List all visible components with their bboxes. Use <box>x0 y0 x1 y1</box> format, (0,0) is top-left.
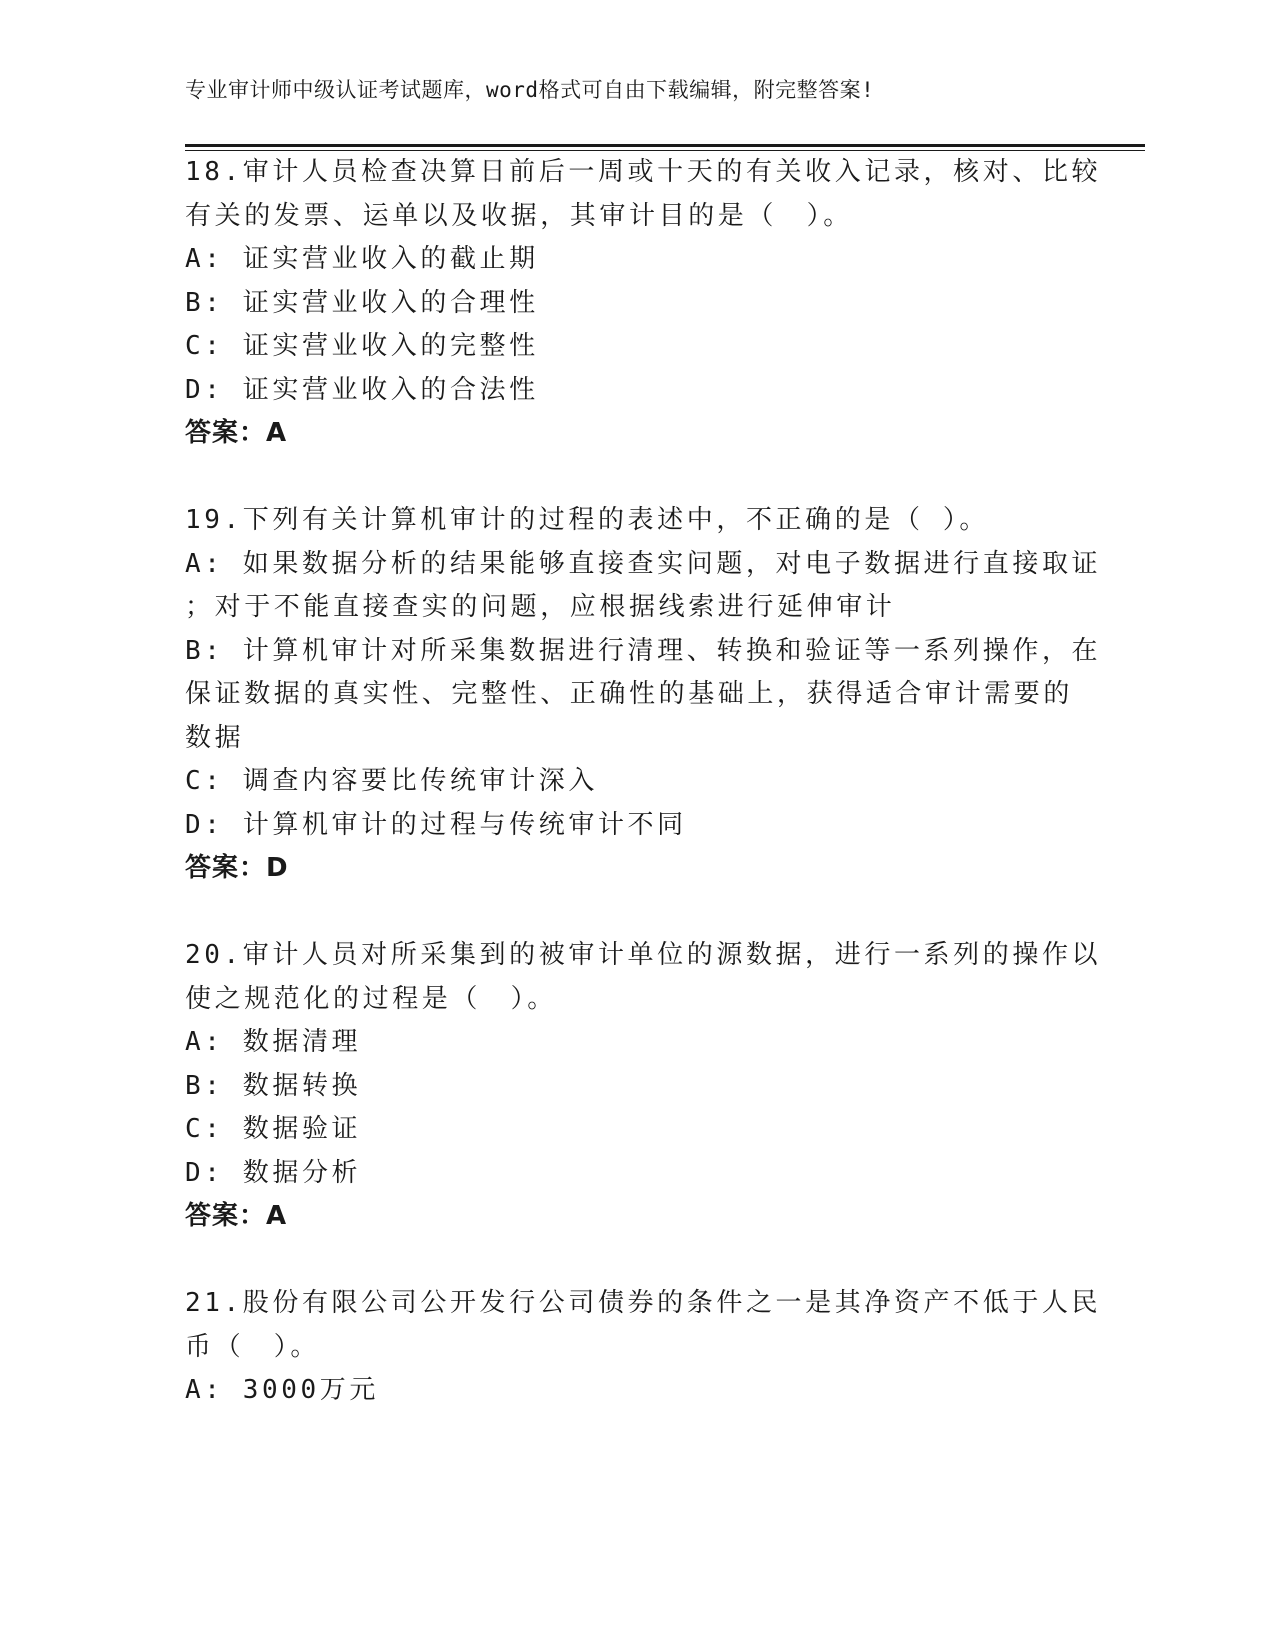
question-21-stem-line-2: 币（ ）。 <box>185 1332 321 1362</box>
question-18-option-d: D: 证实营业收入的合法性 <box>185 375 539 405</box>
question-19-option-a-line-2: ；对于不能直接查实的问题，应根据线索进行延伸审计 <box>185 592 896 622</box>
question-19-option-b-line-2: 保证数据的真实性、完整性、正确性的基础上，获得适合审计需要的 <box>185 679 1074 709</box>
header-rule-thin <box>185 150 1145 151</box>
question-20-option-d: D: 数据分析 <box>185 1158 362 1188</box>
question-20-answer: 答案：A <box>185 1201 288 1231</box>
question-21-stem-line-1: 21.股份有限公司公开发行公司债券的条件之一是其净资产不低于人民 <box>185 1288 1102 1318</box>
question-19-option-c: C: 调查内容要比传统审计深入 <box>185 766 598 796</box>
question-18-option-a: A: 证实营业收入的截止期 <box>185 244 539 274</box>
question-18-stem-line-1: 18.审计人员检查决算日前后一周或十天的有关收入记录，核对、比较 <box>185 157 1102 187</box>
document-header: 专业审计师中级认证考试题库，word格式可自由下载编辑，附完整答案! <box>185 78 875 102</box>
question-19-option-a-line-1: A: 如果数据分析的结果能够直接查实问题，对电子数据进行直接取证 <box>185 549 1102 579</box>
question-18-option-b: B: 证实营业收入的合理性 <box>185 288 539 318</box>
question-19-stem-line-1: 19.下列有关计算机审计的过程的表述中，不正确的是（ ）。 <box>185 505 990 535</box>
question-20-stem-line-1: 20.审计人员对所采集到的被审计单位的源数据，进行一系列的操作以 <box>185 940 1102 970</box>
question-19-option-b-line-1: B: 计算机审计对所采集数据进行清理、转换和验证等一系列操作，在 <box>185 636 1102 666</box>
question-20-stem-line-2: 使之规范化的过程是（ ）。 <box>185 984 557 1014</box>
question-21-option-a: A: 3000万元 <box>185 1375 379 1405</box>
question-20-option-a: A: 数据清理 <box>185 1027 362 1057</box>
question-20-option-c: C: 数据验证 <box>185 1114 362 1144</box>
question-18-stem-line-2: 有关的发票、运单以及收据，其审计目的是（ ）。 <box>185 201 853 231</box>
header-rule-thick <box>185 144 1145 147</box>
question-18-option-c: C: 证实营业收入的完整性 <box>185 331 539 361</box>
question-19-option-b-line-3: 数据 <box>185 723 245 753</box>
question-20-option-b: B: 数据转换 <box>185 1071 362 1101</box>
question-18-answer: 答案：A <box>185 418 288 448</box>
question-19-answer: 答案：D <box>185 853 289 883</box>
question-19-option-d: D: 计算机审计的过程与传统审计不同 <box>185 810 687 840</box>
